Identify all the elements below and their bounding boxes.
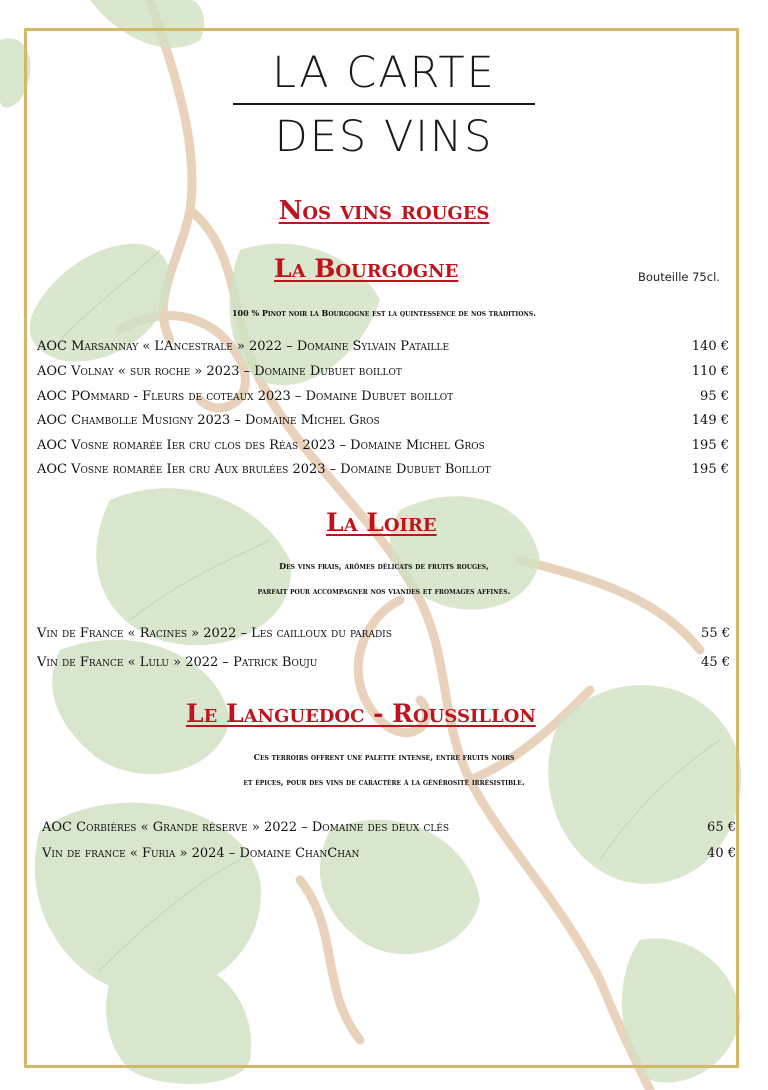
wine-name: AOC Chambolle Musigny 2023 – Domaine Michel Gros xyxy=(37,413,380,428)
menu-title-line1: LA CARTE xyxy=(272,48,496,98)
wine-name: AOC Corbières « Grande réserve » 2022 – Domaine des deux clés xyxy=(42,820,450,835)
region-heading-bourgogne: La Bourgogne xyxy=(274,254,459,283)
section-heading-red-wines: Nos vins rouges xyxy=(278,196,490,226)
region-heading-languedoc: Le Languedoc - Roussillon xyxy=(186,699,536,728)
bourgogne-intro: 100 % Pinot noir la Bourgogne est la quintessence de nos traditions. xyxy=(231,308,537,318)
loire-intro-line2: parfait pour accompagner nos viandes et fromages affinés. xyxy=(257,586,511,596)
title-divider xyxy=(233,103,535,105)
wine-price: 149 € xyxy=(691,413,729,428)
loire-intro-line1: Des vins frais, arômes délicats de fruits rouges, xyxy=(279,561,489,571)
wine-price: 40 € xyxy=(707,846,736,861)
wine-name: Vin de France « Lulu » 2022 – Patrick Bouju xyxy=(37,655,318,670)
wine-name: Vin de France « Racines » 2022 – Les cailloux du paradis xyxy=(37,626,392,641)
wine-price: 95 € xyxy=(700,389,729,404)
wine-name: Vin de france « Furia » 2024 – Domaine ChanChan xyxy=(42,846,360,861)
menu-title-line2: DES VINS xyxy=(274,112,494,162)
wine-price: 110 € xyxy=(691,364,729,379)
languedoc-intro-line1: Ces terroirs offrent une palette intense, entre fruits noirs xyxy=(253,752,515,762)
wine-price: 195 € xyxy=(691,462,729,477)
wine-name: AOC Vosne romarée Ier cru Aux brulées 2023 – Domaine Dubuet Boillot xyxy=(37,462,491,477)
wine-price: 45 € xyxy=(701,655,730,670)
wine-name: AOC Volnay « sur roche » 2023 – Domaine Dubuet boillot xyxy=(37,364,402,379)
region-heading-loire: La Loire xyxy=(326,508,437,537)
wine-price: 140 € xyxy=(691,339,729,354)
wine-name: AOC Vosne romarée Ier cru clos des Réas 2023 – Domaine Michel Gros xyxy=(37,438,485,453)
languedoc-intro-line2: et épices, pour des vins de caractère à la générosité irrésistible. xyxy=(243,777,525,787)
wine-price: 195 € xyxy=(691,438,729,453)
wine-price: 65 € xyxy=(707,820,736,835)
wine-name: AOC Marsannay « L’Ancestrale » 2022 – Domaine Sylvain Pataille xyxy=(37,339,450,354)
wine-name: AOC POmmard - Fleurs de coteaux 2023 – Domaine Dubuet boillot xyxy=(37,389,454,404)
bottle-size-note: Bouteille 75cl. xyxy=(638,270,720,284)
wine-price: 55 € xyxy=(701,626,730,641)
